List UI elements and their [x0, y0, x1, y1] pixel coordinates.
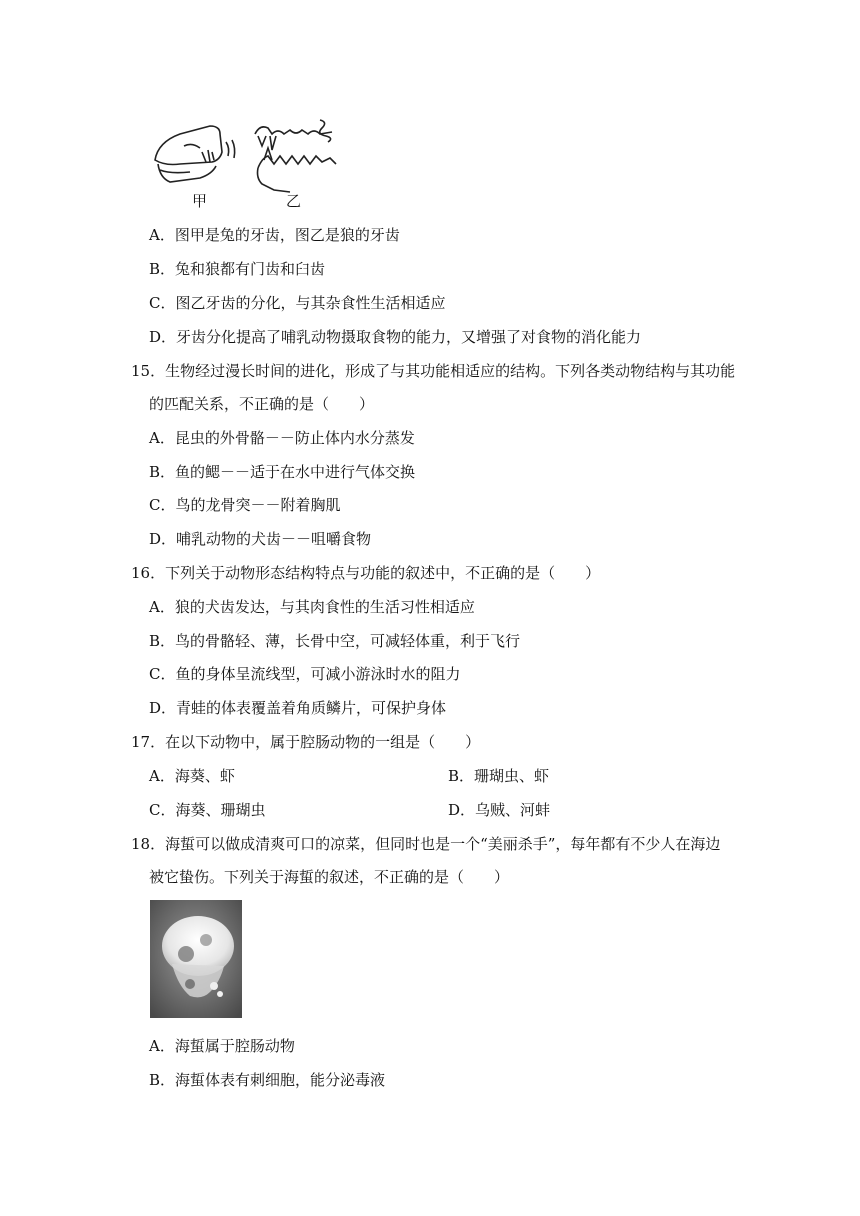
q15-stem-line2: 的匹配关系，不正确的是（ ） [149, 395, 375, 413]
q15-option-c: C．鸟的龙骨突－－附着胸肌 [149, 496, 341, 514]
figure-label-jia: 甲 [192, 192, 208, 210]
q14-option-c: C．图乙牙齿的分化，与其杂食性生活相适应 [149, 294, 446, 312]
q18-stem-line2: 被它蛰伤。下列关于海蜇的叙述，不正确的是（ ） [149, 868, 510, 886]
q15-option-b: B．鱼的鳃－－适于在水中进行气体交换 [149, 463, 416, 481]
q17-option-d: D．乌贼、河蚌 [448, 801, 551, 819]
jaw-yi-drawing [255, 120, 336, 192]
q18-option-a: A．海蜇属于腔肠动物 [149, 1037, 295, 1055]
q16-option-b: B．鸟的骨骼轻、薄，长骨中空，可减轻体重，利于飞行 [149, 632, 521, 650]
skull-jia-drawing [155, 126, 235, 182]
q15-stem-line1: 15．生物经过漫长时间的进化，形成了与其功能相适应的结构。下列各类动物结构与其功能 [131, 362, 736, 380]
q16-option-d: D．青蛙的体表覆盖着角质鳞片，可保护身体 [149, 699, 447, 717]
q17-stem: 17．在以下动物中，属于腔肠动物的一组是（ ） [131, 733, 481, 751]
q14-option-a: A．图甲是兔的牙齿，图乙是狼的牙齿 [149, 226, 400, 244]
q14-option-d: D．牙齿分化提高了哺乳动物摄取食物的能力，又增强了对食物的消化能力 [149, 328, 642, 346]
q16-option-c: C．鱼的身体呈流线型，可减小游泳时水的阻力 [149, 665, 461, 683]
q17-option-b: B．珊瑚虫、虾 [448, 767, 550, 785]
q15-option-d: D．哺乳动物的犬齿－－咀嚼食物 [149, 530, 372, 548]
q15-option-a: A．昆虫的外骨骼－－防止体内水分蒸发 [149, 429, 415, 447]
q16-option-a: A．狼的犬齿发达，与其肉食性的生活习性相适应 [149, 598, 475, 616]
q18-option-b: B．海蜇体表有刺细胞，能分泌毒液 [149, 1071, 386, 1089]
figure-label-yi: 乙 [286, 192, 302, 210]
q16-stem: 16．下列关于动物形态结构特点与功能的叙述中，不正确的是（ ） [131, 564, 601, 582]
teeth-figure [150, 112, 350, 210]
q18-stem-line1: 18．海蜇可以做成清爽可口的凉菜，但同时也是一个“美丽杀手”，每年都有不少人在海边 [131, 835, 721, 853]
q17-option-c: C．海葵、珊瑚虫 [149, 801, 266, 819]
jellyfish-photo [150, 900, 242, 1018]
q17-option-a: A．海葵、虾 [149, 767, 235, 785]
q14-option-b: B．兔和狼都有门齿和臼齿 [149, 260, 326, 278]
